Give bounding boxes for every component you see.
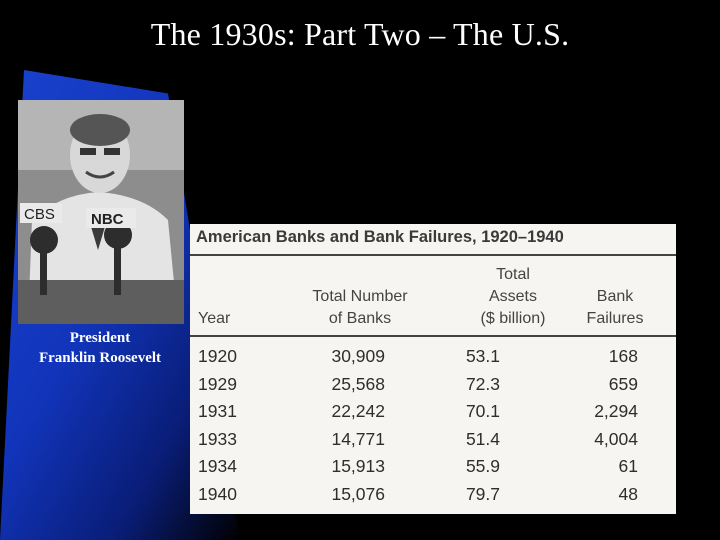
cell-failures: 659 xyxy=(608,373,638,394)
header-total-assets-line2: Assets xyxy=(488,288,537,305)
header-bank-failures-line1: Bank xyxy=(596,288,634,305)
cbs-mic-label: CBS xyxy=(24,206,55,223)
cell-failures: 4,004 xyxy=(594,428,638,449)
slide-title: The 1930s: Part Two – The U.S. xyxy=(150,16,570,52)
table-header-rule xyxy=(190,335,676,337)
cell-assets: 53.1 xyxy=(465,346,500,366)
bank-failures-table xyxy=(190,224,676,514)
cell-assets: 51.4 xyxy=(465,428,500,449)
cell-year: 1934 xyxy=(198,456,237,476)
nbc-mic-label: NBC xyxy=(91,211,124,228)
photo-caption xyxy=(10,328,190,368)
table-row xyxy=(190,344,676,372)
caption-line-1: President xyxy=(69,330,131,346)
header-total-banks xyxy=(295,286,425,330)
table-row xyxy=(190,482,676,510)
cell-banks: 22,242 xyxy=(331,401,385,421)
cell-assets: 70.1 xyxy=(465,401,500,421)
header-bank-failures xyxy=(575,286,655,330)
table-row xyxy=(190,399,676,427)
header-total-banks-line1: Total Number xyxy=(312,288,408,305)
cell-assets: 72.3 xyxy=(465,373,500,394)
cell-year: 1933 xyxy=(198,428,237,449)
table-body xyxy=(190,344,676,509)
cell-failures: 48 xyxy=(618,483,638,504)
cell-banks: 15,913 xyxy=(331,456,385,476)
cell-banks: 14,771 xyxy=(331,428,385,449)
cell-year: 1929 xyxy=(198,373,237,394)
cell-banks: 15,076 xyxy=(331,483,385,504)
cell-banks: 25,568 xyxy=(331,373,385,394)
cell-assets: 55.9 xyxy=(465,456,500,476)
caption-line-2: Franklin Roosevelt xyxy=(38,350,162,366)
header-year: Year xyxy=(198,310,231,327)
roosevelt-photo xyxy=(18,100,184,324)
cell-year: 1931 xyxy=(198,401,237,421)
header-total-assets xyxy=(458,264,568,330)
table-row xyxy=(190,454,676,482)
cell-failures: 2,294 xyxy=(594,401,638,421)
table-row xyxy=(190,372,676,400)
header-total-assets-line3: ($ billion) xyxy=(480,310,546,327)
table-title-rule xyxy=(190,254,676,256)
cell-failures: 61 xyxy=(618,456,638,476)
cell-assets: 79.7 xyxy=(465,483,500,504)
header-total-banks-line2: of Banks xyxy=(328,310,392,327)
cell-year: 1920 xyxy=(198,346,237,366)
header-total-assets-line1: Total xyxy=(496,266,530,283)
table-title: American Banks and Bank Failures, 1920–1940 xyxy=(196,228,564,246)
cell-year: 1940 xyxy=(198,483,237,504)
cell-failures: 168 xyxy=(608,346,638,366)
table-row xyxy=(190,427,676,455)
header-bank-failures-line2: Failures xyxy=(586,310,644,327)
cell-banks: 30,909 xyxy=(331,346,385,366)
